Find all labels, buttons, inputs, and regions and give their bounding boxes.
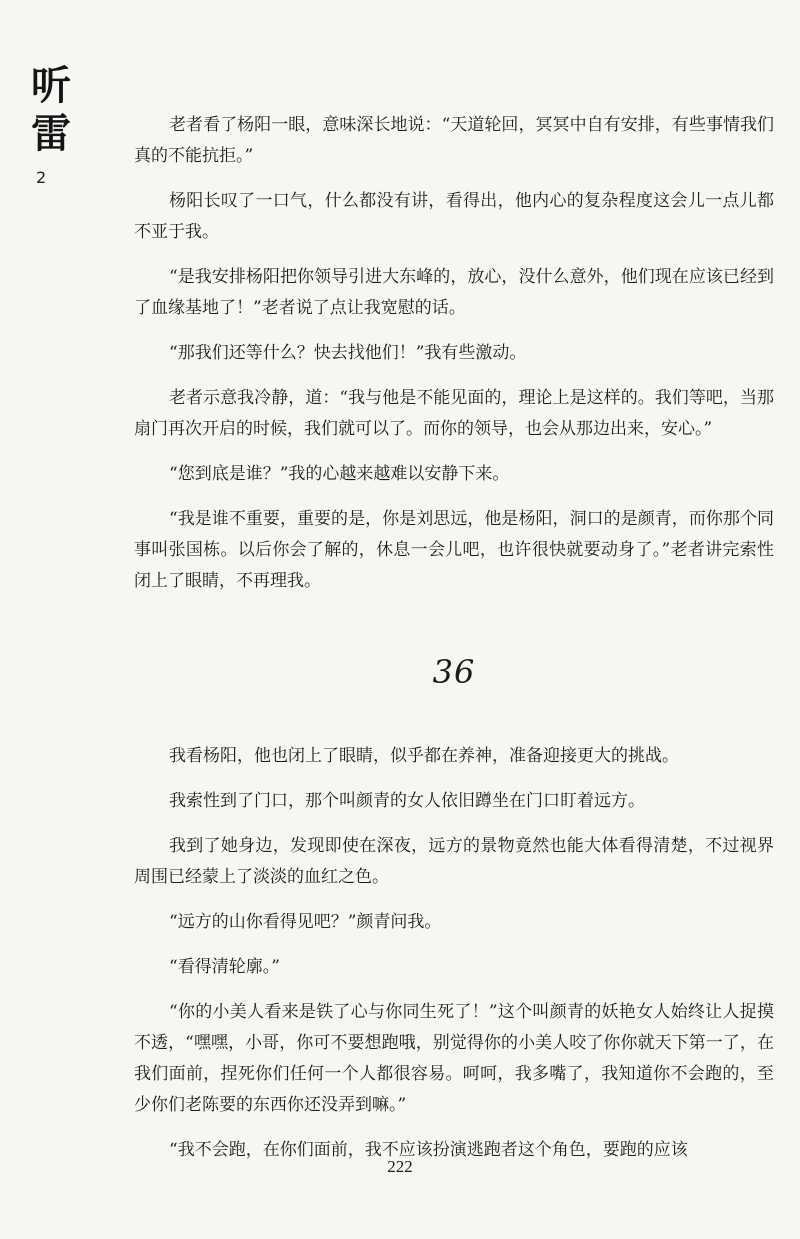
volume-number: 2	[36, 168, 47, 187]
paragraph: “我是谁不重要，重要的是，你是刘思远，他是杨阳，洞口的是颜青，而你那个同事叫张国栋。以后你会了解的，休息一会儿吧，也许很快就要动身了。”老者讲完索性闭上了眼睛，不再理我。	[134, 509, 774, 591]
paragraph: 老者看了杨阳一眼，意味深长地说：“天道轮回，冥冥中自有安排，有些事情我们真的不能抗拒。”	[134, 115, 774, 166]
paragraph: “远方的山你看得见吧？”颜青问我。	[169, 912, 442, 932]
paragraph: “那我们还等什么？快去找他们！”我有些激动。	[169, 343, 527, 363]
book-title-char-2: 雷	[31, 110, 73, 157]
book-title-block	[28, 62, 108, 158]
paragraph: 我索性到了门口，那个叫颜青的女人依旧蹲坐在门口盯着远方。	[169, 791, 645, 811]
book-title-char-1: 听	[31, 62, 73, 109]
page-number: 222	[387, 1157, 413, 1176]
page-body	[134, 110, 774, 1180]
paragraph: 杨阳长叹了一口气，什么都没有讲，看得出，他内心的复杂程度这会儿一点儿都不亚于我。	[134, 191, 774, 242]
paragraph: 我到了她身边，发现即使在深夜，远方的景物竟然也能大体看得清楚，不过视界周围已经蒙上了淡淡的血红之色。	[134, 836, 774, 887]
paragraph: 老者示意我冷静，道：“我与他是不能见面的，理论上是这样的。我们等吧，当那扇门再次开启的时候，我们就可以了。而你的领导，也会从那边出来，安心。”	[134, 388, 774, 439]
paragraph: “我不会跑，在你们面前，我不应该扮演逃跑者这个角色，要跑的应该	[169, 1140, 688, 1160]
paragraph: “看得清轮廓。”	[169, 957, 280, 977]
paragraph: “是我安排杨阳把你领导引进大东峰的，放心，没什么意外，他们现在应该已经到了血缘基地了！”老者说了点让我宽慰的话。	[134, 267, 774, 318]
paragraph: 我看杨阳，他也闭上了眼睛，似乎都在养神，准备迎接更大的挑战。	[169, 746, 679, 766]
chapter-heading: 36	[432, 653, 476, 691]
book-title	[28, 62, 108, 158]
paragraph: “你的小美人看来是铁了心与你同生死了！”这个叫颜青的妖艳女人始终让人捉摸不透，“嘿嘿，小哥，你可不要想跑哦，别觉得你的小美人咬了你你就天下第一了，在我们面前，捏死你们任何一个人都很容易。呵呵，我多嘴了，我知道你不会跑的，至少你们老陈要的东西你还没弄到嘛。”	[134, 1002, 774, 1115]
paragraph: “您到底是谁？”我的心越来越难以安静下来。	[169, 464, 510, 484]
